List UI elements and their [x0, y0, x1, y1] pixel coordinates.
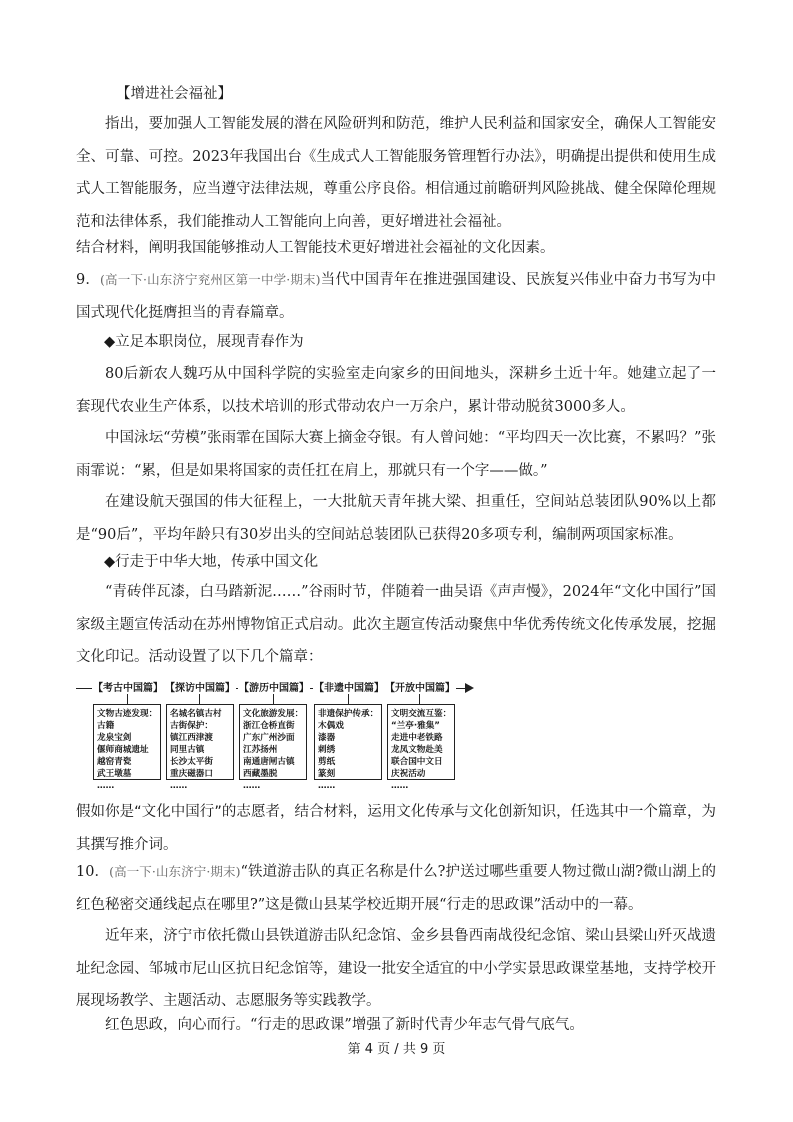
box-line: 龙凤文物赴美	[391, 745, 443, 755]
material-paragraph: “青砖伴瓦漆，白马踏新泥……”谷雨时节，伴随着一曲吴语《声声慢》，2024年“文化中国行”国家级主题宣传活动在苏州博物馆正式启动。此次主题宣传活动聚焦中华优秀传统文化传承发展，挖掘文化印记。活动设置了以下几个篇章：	[76, 584, 716, 665]
question-stem-text: “铁道游击队的真正名称是什么?护送过哪些重要人物过微山湖?微山湖上的红色秘密交通线起点在哪里?”这是微山县某学校近期开展“行走的思政课”活动中的一幕。	[76, 864, 716, 913]
timeline-label: 【游历中国篇】	[238, 679, 310, 694]
box-line: 长沙太平街	[170, 757, 213, 767]
box-line: ……	[97, 781, 115, 791]
box-line: ……	[243, 781, 261, 791]
material-paragraph: 80后新农人魏巧从中国科学院的实验室走向家乡的田间地头，深耕乡土近十年。她建立起了一套现代农业生产体系，以技术培训的形式带动农户一万余户，累计带动脱贫3000多人。	[76, 366, 716, 415]
timeline-label: 【非遗中国篇】	[313, 679, 385, 694]
box-line: 篆刻	[318, 769, 336, 779]
timeline-stem	[127, 694, 128, 704]
box-line: 刺绣	[318, 745, 336, 755]
box-line: ……	[170, 781, 188, 791]
timeline-box-heritage	[314, 704, 382, 791]
box-line: 名城名镇古村	[170, 709, 222, 719]
box-line: 武王墩墓	[97, 769, 132, 779]
question-8-prompt: 结合材料，阐明我国能够推动人工智能技术更好增进社会福祉的文化因素。	[76, 240, 555, 256]
subsection-title: ◆立足本职岗位，展现青春作为	[104, 334, 304, 350]
box-line: 龙泉宝剑	[97, 733, 132, 743]
box-line: 古籍	[97, 721, 115, 731]
box-line: 浙江仓桥直街	[243, 721, 295, 731]
box-line: 越窑青瓷	[97, 757, 132, 767]
box-line: 漆器	[318, 733, 336, 743]
box-line: 南通唐闸古镇	[243, 757, 295, 767]
question-source: (高一下·山东济宁·期末)	[109, 864, 241, 879]
culture-tour-timeline	[76, 676, 476, 791]
material-paragraph: 在建设航天强国的伟大征程上，一大批航天青年挑大梁、担重任，空间站总装团队90%以上都是“90后”，平均年龄只有30岁出头的空间站总装团队已获得20多项专利，编制两项国家标准。	[76, 494, 716, 543]
section-header: 【增进社会福祉】	[116, 86, 232, 102]
timeline-stem	[348, 694, 349, 704]
timeline-arrow-icon	[465, 683, 474, 693]
box-line: 广东广州沙面	[243, 733, 295, 743]
question-stem-text: 当代中国青年在推进强国建设、民族复兴伟业中奋力书写为中国式现代化挺膺担当的青春篇章。	[76, 272, 717, 321]
question-10-stem	[76, 856, 716, 921]
timeline-label: 【考古中国篇】	[92, 679, 164, 694]
box-line: 江苏扬州	[243, 745, 278, 755]
page-footer: 第 4 页 / 共 9 页	[347, 1042, 446, 1057]
timeline-box-visit	[166, 704, 234, 791]
subsection-title: ◆行走于中华大地，传承中国文化	[104, 554, 319, 570]
box-line: 庆祝活动	[391, 769, 426, 779]
timeline-box-openness	[387, 704, 455, 791]
question-number: 10．	[76, 864, 110, 880]
timeline-stem	[419, 694, 420, 704]
box-line: 文明交流互鉴：	[391, 709, 452, 719]
box-line: 文物古迹发现：	[97, 709, 158, 719]
material-paragraph: 指出，要加强人工智能发展的潜在风险研判和防范，维护人民利益和国家安全，确保人工智能安全、可靠、可控。2023年我国出台《生成式人工智能服务管理暂行办法》，明确提出提供和使用生成式人工智能服务，应当遵守法律法规，尊重公序良俗。相信通过前瞻研判风险挑战、健全保障伦理规范和法律体系，我们能推动人工智能向上向善，更好增进社会福祉。	[76, 116, 716, 230]
material-paragraph: 红色思政，向心而行。“行走的思政课”增强了新时代青少年志气骨气底气。	[105, 1017, 584, 1033]
box-line: “兰亭·雅集”	[391, 721, 440, 731]
material-paragraph: 中国泳坛“劳模”张雨霏在国际大赛上摘金夺银。有人曾问她：“平均四天一次比赛，不累吗？”张雨霏说：“累，但是如果将国家的责任扛在肩上，那就只有一个字——做。”	[76, 430, 716, 479]
question-9-prompt: 假如你是“文化中国行”的志愿者，结合材料，运用文化传承与文化创新知识，任选其中一个篇章，为其撰写推介词。	[76, 804, 716, 853]
box-line: 非遗保护传承：	[318, 709, 379, 719]
timeline-box-archaeology	[93, 704, 161, 791]
question-source: (高一下·山东济宁兖州区第一中学·期末)	[100, 272, 321, 287]
material-paragraph: 近年来，济宁市依托微山县铁道游击队纪念馆、金乡县鲁西南战役纪念馆、梁山县梁山歼灭战遗址纪念园、邹城市尼山区抗日纪念馆等，建设一批安全适宜的中小学实景思政课堂基地，支持学校开展现场教学、主题活动、志愿服务等实践教学。	[76, 928, 716, 1009]
timeline-box-travel	[239, 704, 307, 791]
box-line: 偃师商城遗址	[97, 745, 149, 755]
box-line: 镇江西津渡	[170, 733, 213, 743]
box-line: 联合国中文日	[391, 757, 443, 767]
box-line: 走进中老铁路	[391, 733, 443, 743]
box-line: 重庆磁器口	[170, 769, 213, 779]
box-line: ……	[391, 781, 409, 791]
box-line: 文化旅游发展：	[243, 709, 304, 719]
timeline-label: 【开放中国篇】	[384, 679, 456, 694]
box-line: 同里古镇	[170, 745, 205, 755]
box-line: 西藏墨脱	[243, 769, 278, 779]
box-line: ……	[318, 781, 336, 791]
question-number: 9．	[76, 272, 101, 288]
box-line: 木偶戏	[318, 721, 344, 731]
timeline-stem	[199, 694, 200, 704]
box-line: 剪纸	[318, 757, 336, 767]
timeline-label: 【探访中国篇】	[164, 679, 236, 694]
question-9-stem	[76, 264, 716, 329]
timeline-stem	[273, 694, 274, 704]
box-line: 古街保护：	[170, 721, 213, 731]
